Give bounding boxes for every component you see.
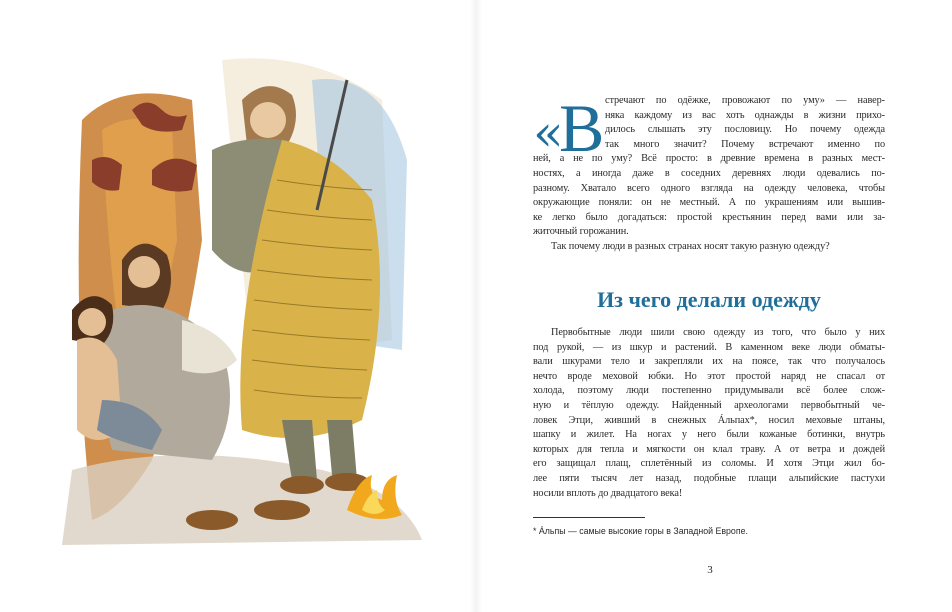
body-line: которых для тепла и мягкости он клал траву. А от ветра и дождей xyxy=(533,443,885,455)
section-heading: Из чего делали одежду xyxy=(597,287,821,312)
body-line: под рукой, — из шкур и растений. В каменном веке люди обматы- xyxy=(533,341,885,353)
page-number: 3 xyxy=(707,564,713,576)
body-line: нечто вроде меховой юбки. Но этот простой наряд не спасал от xyxy=(533,370,885,382)
book-gutter xyxy=(470,0,482,612)
intro-line: разному. Хватало всего одного взгляда на одежду человека, чтобы xyxy=(533,182,885,194)
opening-quote-mark: « xyxy=(533,104,564,162)
body-paragraph xyxy=(533,326,885,501)
body-line: шапку и жилет. На ногах у него были кожаные ботинки, внутрь xyxy=(533,429,885,441)
prehistoric-people-illustration xyxy=(62,40,442,560)
body-line: его защищал плащ, сплетённый из соломы. И хотя Этци жил бо- xyxy=(533,458,885,470)
intro-block xyxy=(533,90,885,255)
drop-cap-letter: В xyxy=(559,90,605,166)
illustration-svg xyxy=(62,40,442,560)
intro-line: житочный горожанин. xyxy=(533,226,629,238)
body-line: носили вплоть до двадцатого века! xyxy=(533,487,683,499)
intro-line: стречают по одёжке, провожают по уму» — навер- xyxy=(605,95,885,106)
body-line: вали шкурами тело и закрепляли их на поясе, так что получалось xyxy=(533,356,885,368)
body-line: холода, поэтому люди постепенно придумывали всё более слож- xyxy=(533,385,885,397)
footnote-rule xyxy=(533,517,645,518)
intro-question: Так почему люди в разных странах носят такую разную одежду? xyxy=(551,240,830,252)
intro-line: ней, а не по уму? Всё просто: в древние времена в разных мест- xyxy=(533,153,885,165)
footnote: * Áльпы — самые высокие горы в Западной Европе. xyxy=(533,526,748,536)
intro-line: дилось слышать эту пословицу. Но почему одежда xyxy=(605,124,885,136)
body-line: ную и тёплую одежду. Найденный археологами первобытный че- xyxy=(533,399,885,411)
intro-line: ке легко было догадаться: простой крестьянин перед вами или за- xyxy=(533,211,885,223)
body-line: ловек Этци, живший в снежных Áльпах*, носил меховые штаны, xyxy=(533,414,885,426)
intro-line: так много значит? Почему встречают именно по xyxy=(605,138,885,150)
intro-line: ностях, а иногда даже в соседних деревнях люди одевались по- xyxy=(533,167,885,179)
body-line: Первобытные люди шили свою одежду из того, что было у них xyxy=(551,327,885,338)
intro-line: окружающие поняли: он не местный. А по украшениям или вышив- xyxy=(533,197,885,209)
intro-line: няка каждому из вас хоть однажды в жизни прихо- xyxy=(605,109,885,121)
body-line: лее пяти тысяч лет назад, подобные плащи альпийские пастухи xyxy=(533,472,885,484)
